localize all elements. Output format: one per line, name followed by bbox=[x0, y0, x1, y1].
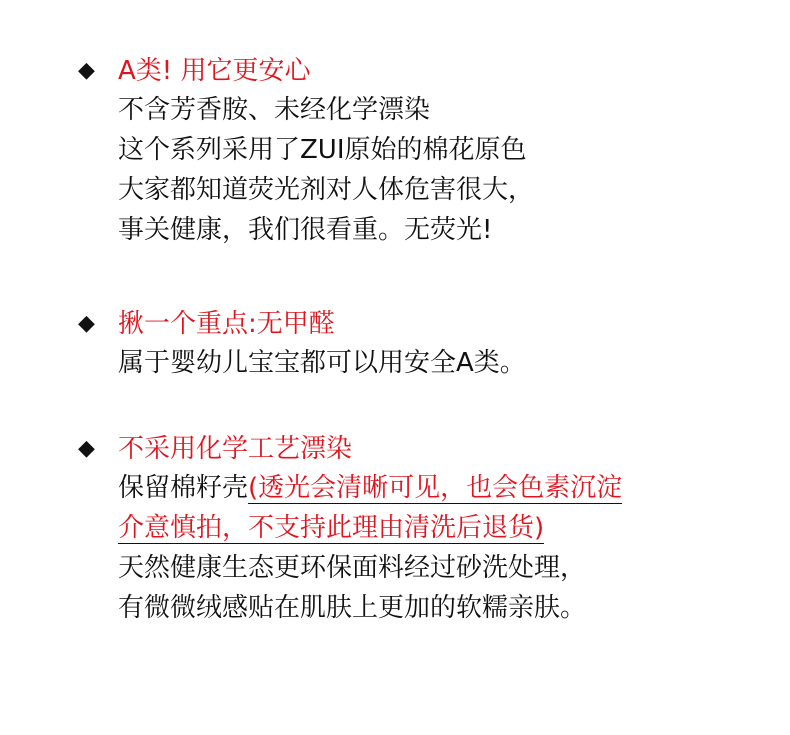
section-no-formaldehyde bbox=[78, 305, 758, 383]
section-heading: 不采用化学工艺漂染 bbox=[118, 434, 353, 464]
section-heading: 揪一个重点:无甲醛 bbox=[118, 309, 335, 339]
body-line: 大家都知道荧光剂对人体危害很大， bbox=[118, 175, 535, 205]
diamond-bullet-icon: ◆ bbox=[78, 58, 95, 83]
body-line: 事关健康，我们很看重。无荧光! bbox=[118, 215, 493, 245]
section-no-chemical-dye bbox=[78, 430, 758, 628]
diamond-bullet-icon: ◆ bbox=[78, 311, 95, 336]
body-line bbox=[118, 508, 758, 548]
notice-text: 介意慎拍，不支持此理由清洗后退货) bbox=[118, 513, 545, 543]
section-heading-row bbox=[78, 305, 758, 343]
body-text: 保留棉籽壳 bbox=[118, 473, 249, 503]
diamond-bullet-icon: ◆ bbox=[78, 436, 95, 461]
body-line bbox=[118, 468, 758, 508]
body-line: 有微微绒感贴在肌肤上更加的软糯亲肤。 bbox=[118, 593, 587, 623]
body-line: 属于婴幼儿宝宝都可以用安全A类。 bbox=[118, 348, 526, 378]
section-a-class bbox=[78, 52, 758, 250]
section-heading: A类! 用它更安心 bbox=[118, 56, 311, 86]
notice-text: (透光会清晰可见，也会色素沉淀 bbox=[248, 473, 623, 503]
section-heading-row bbox=[78, 430, 758, 468]
body-line: 不含芳香胺、未经化学漂染 bbox=[118, 95, 431, 125]
section-heading-row bbox=[78, 52, 758, 90]
body-line: 天然健康生态更环保面料经过砂洗处理， bbox=[118, 553, 587, 583]
body-line: 这个系列采用了ZUI原始的棉花原色 bbox=[118, 135, 527, 165]
